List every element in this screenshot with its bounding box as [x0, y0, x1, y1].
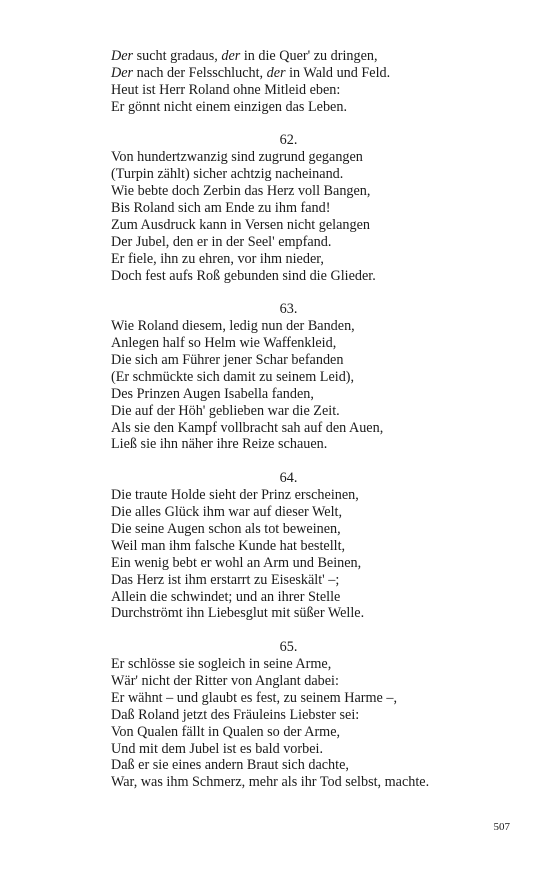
verse-line: Er schlösse sie sogleich in seine Arme,	[111, 656, 332, 673]
verse-line: Bis Roland sich am Ende zu ihm fand!	[111, 200, 331, 217]
verse-line: Wär' nicht der Ritter von Anglant dabei:	[111, 672, 339, 689]
verse-line: Und mit dem Jubel ist es bald vorbei.	[111, 740, 323, 757]
verse-line: Weil man ihm falsche Kunde hat bestellt,	[111, 537, 346, 554]
poem-text	[111, 48, 511, 791]
emphasis: Der	[111, 48, 134, 64]
text: nach der Felsschlucht,	[133, 64, 267, 81]
verse-line: Doch fest aufs Roß gebunden sind die Glieder.	[111, 267, 376, 284]
text: in Wald und Feld.	[285, 64, 391, 81]
verse-line: Des Prinzen Augen Isabella fanden,	[111, 385, 314, 402]
verse-line: Daß er sie eines andern Braut sich dachte,	[111, 757, 349, 774]
stanza-number: 64.	[279, 470, 298, 487]
verse-line: Die alles Glück ihm war auf dieser Welt,	[111, 504, 343, 521]
emphasis: Der	[111, 64, 134, 81]
page-number: 507	[493, 821, 510, 833]
stanza-number: 63.	[279, 301, 298, 318]
stanza-number: 65.	[279, 639, 298, 656]
verse-line: War, was ihm Schmerz, mehr als ihr Tod selbst, machte.	[111, 774, 430, 791]
verse-line: Von hundertzwanzig sind zugrund gegangen	[111, 149, 363, 166]
verse-line: Von Qualen fällt in Qualen so der Arme,	[111, 723, 341, 740]
verse-line: Zum Ausdruck kann in Versen nicht gelangen	[111, 216, 370, 233]
verse-line: Das Herz ist ihm erstarrt zu Eiseskält' –;	[111, 571, 340, 588]
verse-line: Die traute Holde sieht der Prinz erscheinen,	[111, 487, 359, 504]
text: sucht gradaus,	[133, 48, 222, 64]
verse-line: Allein die schwindet; und an ihrer Stelle	[111, 588, 341, 605]
verse-line: Der Jubel, den er in der Seel' empfand.	[111, 233, 332, 250]
verse-line: Er fiele, ihn zu ehren, vor ihm nieder,	[111, 250, 324, 267]
verse-line: (Turpin zählt) sicher achtzig nacheinand.	[111, 166, 344, 183]
verse-line: Ließ sie ihn näher ihre Reize schauen.	[111, 436, 328, 453]
verse-line: Die seine Augen schon als tot beweinen,	[111, 520, 341, 537]
verse-line: Daß Roland jetzt des Fräuleins Liebster sei:	[111, 706, 360, 723]
stanza-number: 62.	[279, 132, 298, 149]
verse-line: Die sich am Führer jener Schar befanden	[111, 352, 344, 369]
verse-line: Ein wenig bebt er wohl an Arm und Beinen,	[111, 554, 362, 571]
verse-line: Er wähnt – und glaubt es fest, zu seinem Harme –,	[111, 689, 398, 706]
emphasis: der	[221, 48, 241, 64]
verse-line: Als sie den Kampf vollbracht sah auf den Auen,	[111, 419, 384, 436]
verse-line	[111, 48, 511, 65]
verse-line: Durchströmt ihn Liebesglut mit süßer Welle.	[111, 605, 365, 622]
verse-line: Die auf der Höh' geblieben war die Zeit.	[111, 402, 340, 419]
verse-line: Er gönnt nicht einem einzigen das Leben.	[111, 98, 347, 115]
verse-line: (Er schmückte sich damit zu seinem Leid),	[111, 368, 355, 385]
verse-line: Wie Roland diesem, ledig nun der Banden,	[111, 318, 355, 335]
verse-line: Heut ist Herr Roland ohne Mitleid eben:	[111, 81, 341, 98]
verse-line	[111, 65, 511, 82]
emphasis: der	[266, 64, 286, 81]
text: in die Quer' zu dringen,	[240, 48, 378, 64]
verse-line: Wie bebte doch Zerbin das Herz voll Bangen,	[111, 183, 371, 200]
verse-line: Anlegen half so Helm wie Waffenkleid,	[111, 335, 337, 352]
